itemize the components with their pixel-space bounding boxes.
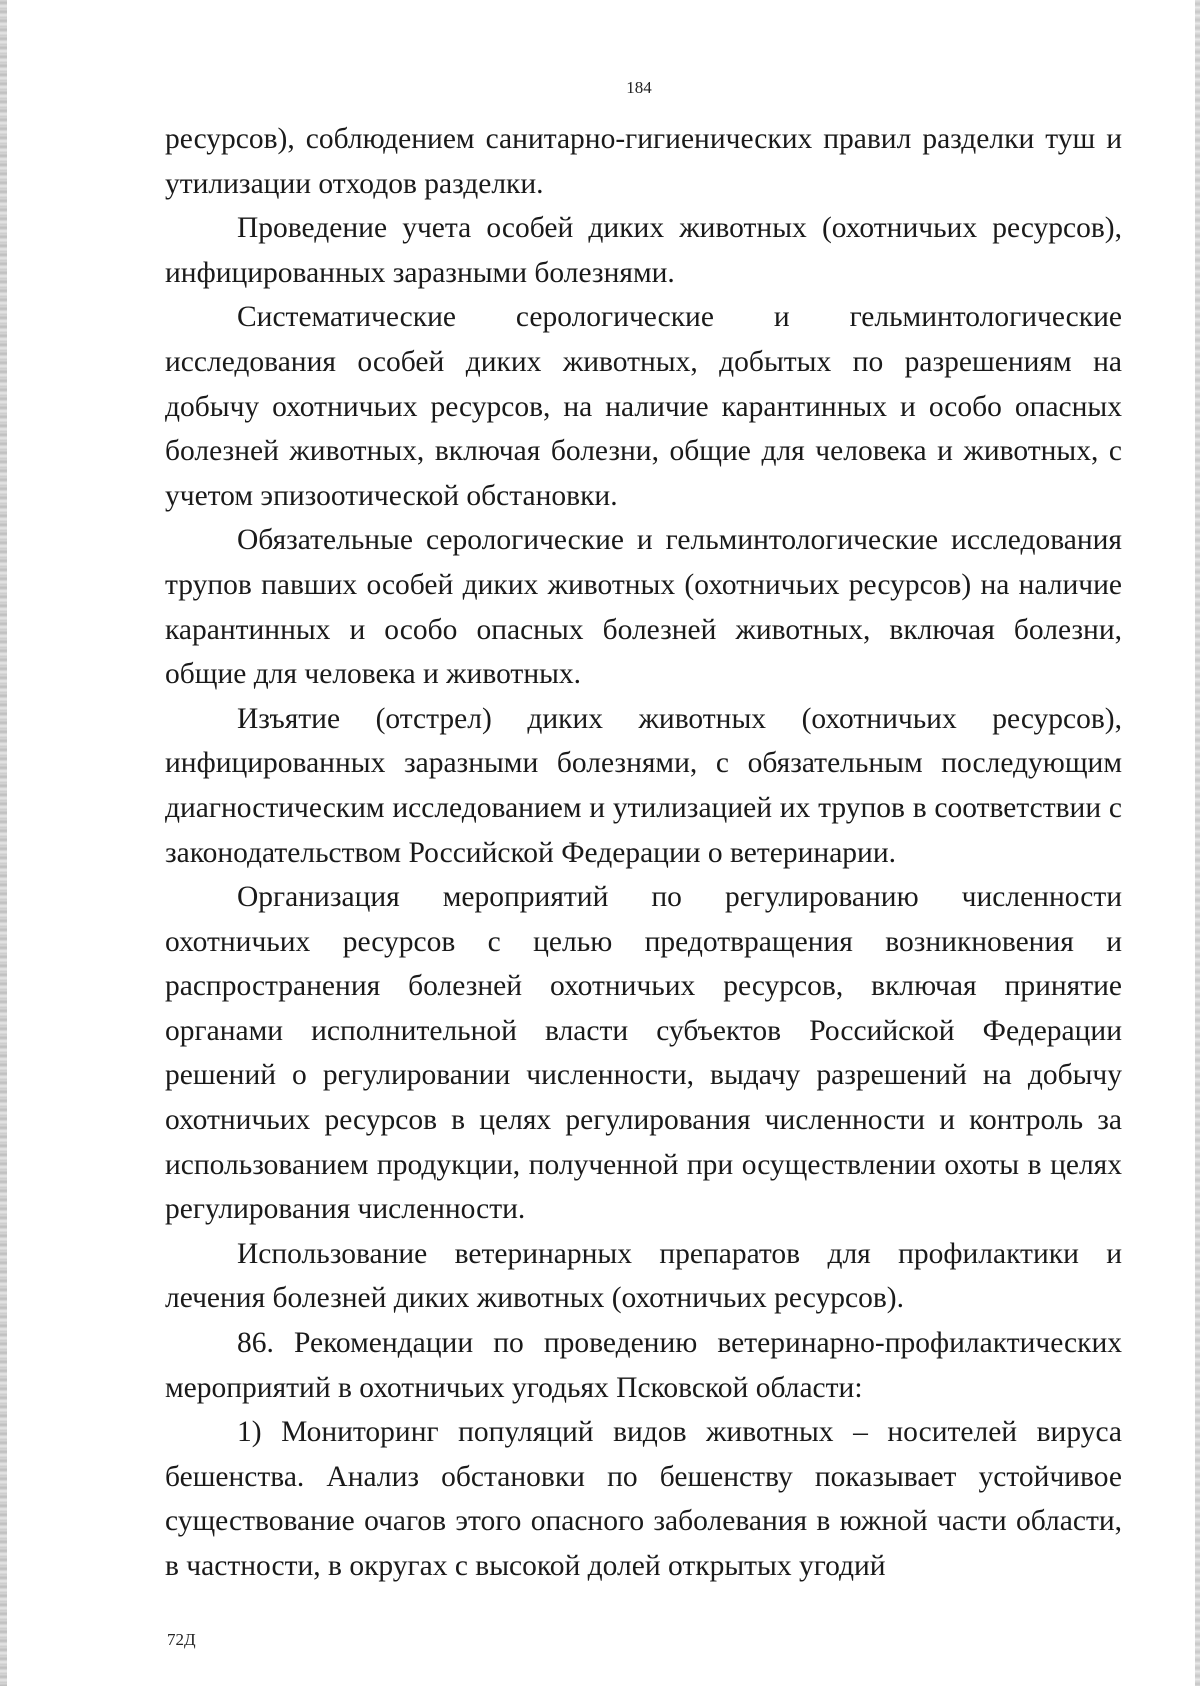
paragraph-vet-drugs: Использование ветеринарных препаратов для профилактики и лечения болезней диких животных (охотничьих ресурсов). bbox=[165, 1237, 1122, 1315]
paragraph-population-regulation: Организация мероприятий по регулированию численности охотничьих ресурсов с целью предотвращения возникновения и распространения болезней охотничьих ресурсов, включая принятие органами исполнительной власти субъектов Российской Федерации решений о регулировании численности, выдачу разрешений на добычу охотничьих ресурсов в целях регулирования численности и контроль за использованием продукции, полученной при осуществлении охоты в целях регулирования численности. bbox=[165, 881, 1122, 1226]
paragraph-systematic-research: Систематические серологические и гельминтологические исследования особей диких животных, добытых по разрешениям на добычу охотничьих ресурсов, на наличие карантинных и особо опасных болезней животных, включая болезни, общие для человека и животных, с учетом эпизоотической обстановки. bbox=[165, 301, 1122, 512]
paragraph-continuation: ресурсов), соблюдением санитарно-гигиенических правил разделки туш и утилизации отходов разделки. bbox=[165, 123, 1122, 200]
paragraph-mandatory-research: Обязательные серологические и гельминтологические исследования трупов павших особей диких животных (охотничьих ресурсов) на наличие карантинных и особо опасных болезней животных, включая болезни, общие для человека и животных. bbox=[165, 524, 1122, 691]
document-body bbox=[165, 117, 1122, 1589]
scan-edge-left bbox=[0, 0, 7, 1686]
paragraph-rabies-monitoring: 1) Мониторинг популяций видов животных – носителей вируса бешенства. Анализ обстановки по бешенству показывает устойчивое существование очагов этого опасного заболевания в южной части области, в частности, в округах с высокой долей открытых угодий bbox=[165, 1416, 1122, 1582]
page-number: 184 bbox=[626, 78, 652, 97]
footer-code: 72Д bbox=[167, 1630, 196, 1649]
paragraph-removal: Изъятие (отстрел) диких животных (охотничьих ресурсов), инфицированных заразными болезнями, с обязательным последующим диагностическим исследованием и утилизацией их трупов в соответствии с законодательством Российской Федерации о ветеринарии. bbox=[165, 702, 1122, 869]
paragraph-recommendations-heading: 86. Рекомендации по проведению ветеринарно-профилактических мероприятий в охотничьих угодьях Псковской области: bbox=[165, 1327, 1122, 1404]
scan-edge-right bbox=[1195, 0, 1200, 1686]
paragraph-accounting: Проведение учета особей диких животных (охотничьих ресурсов), инфицированных заразными болезнями. bbox=[165, 212, 1122, 289]
